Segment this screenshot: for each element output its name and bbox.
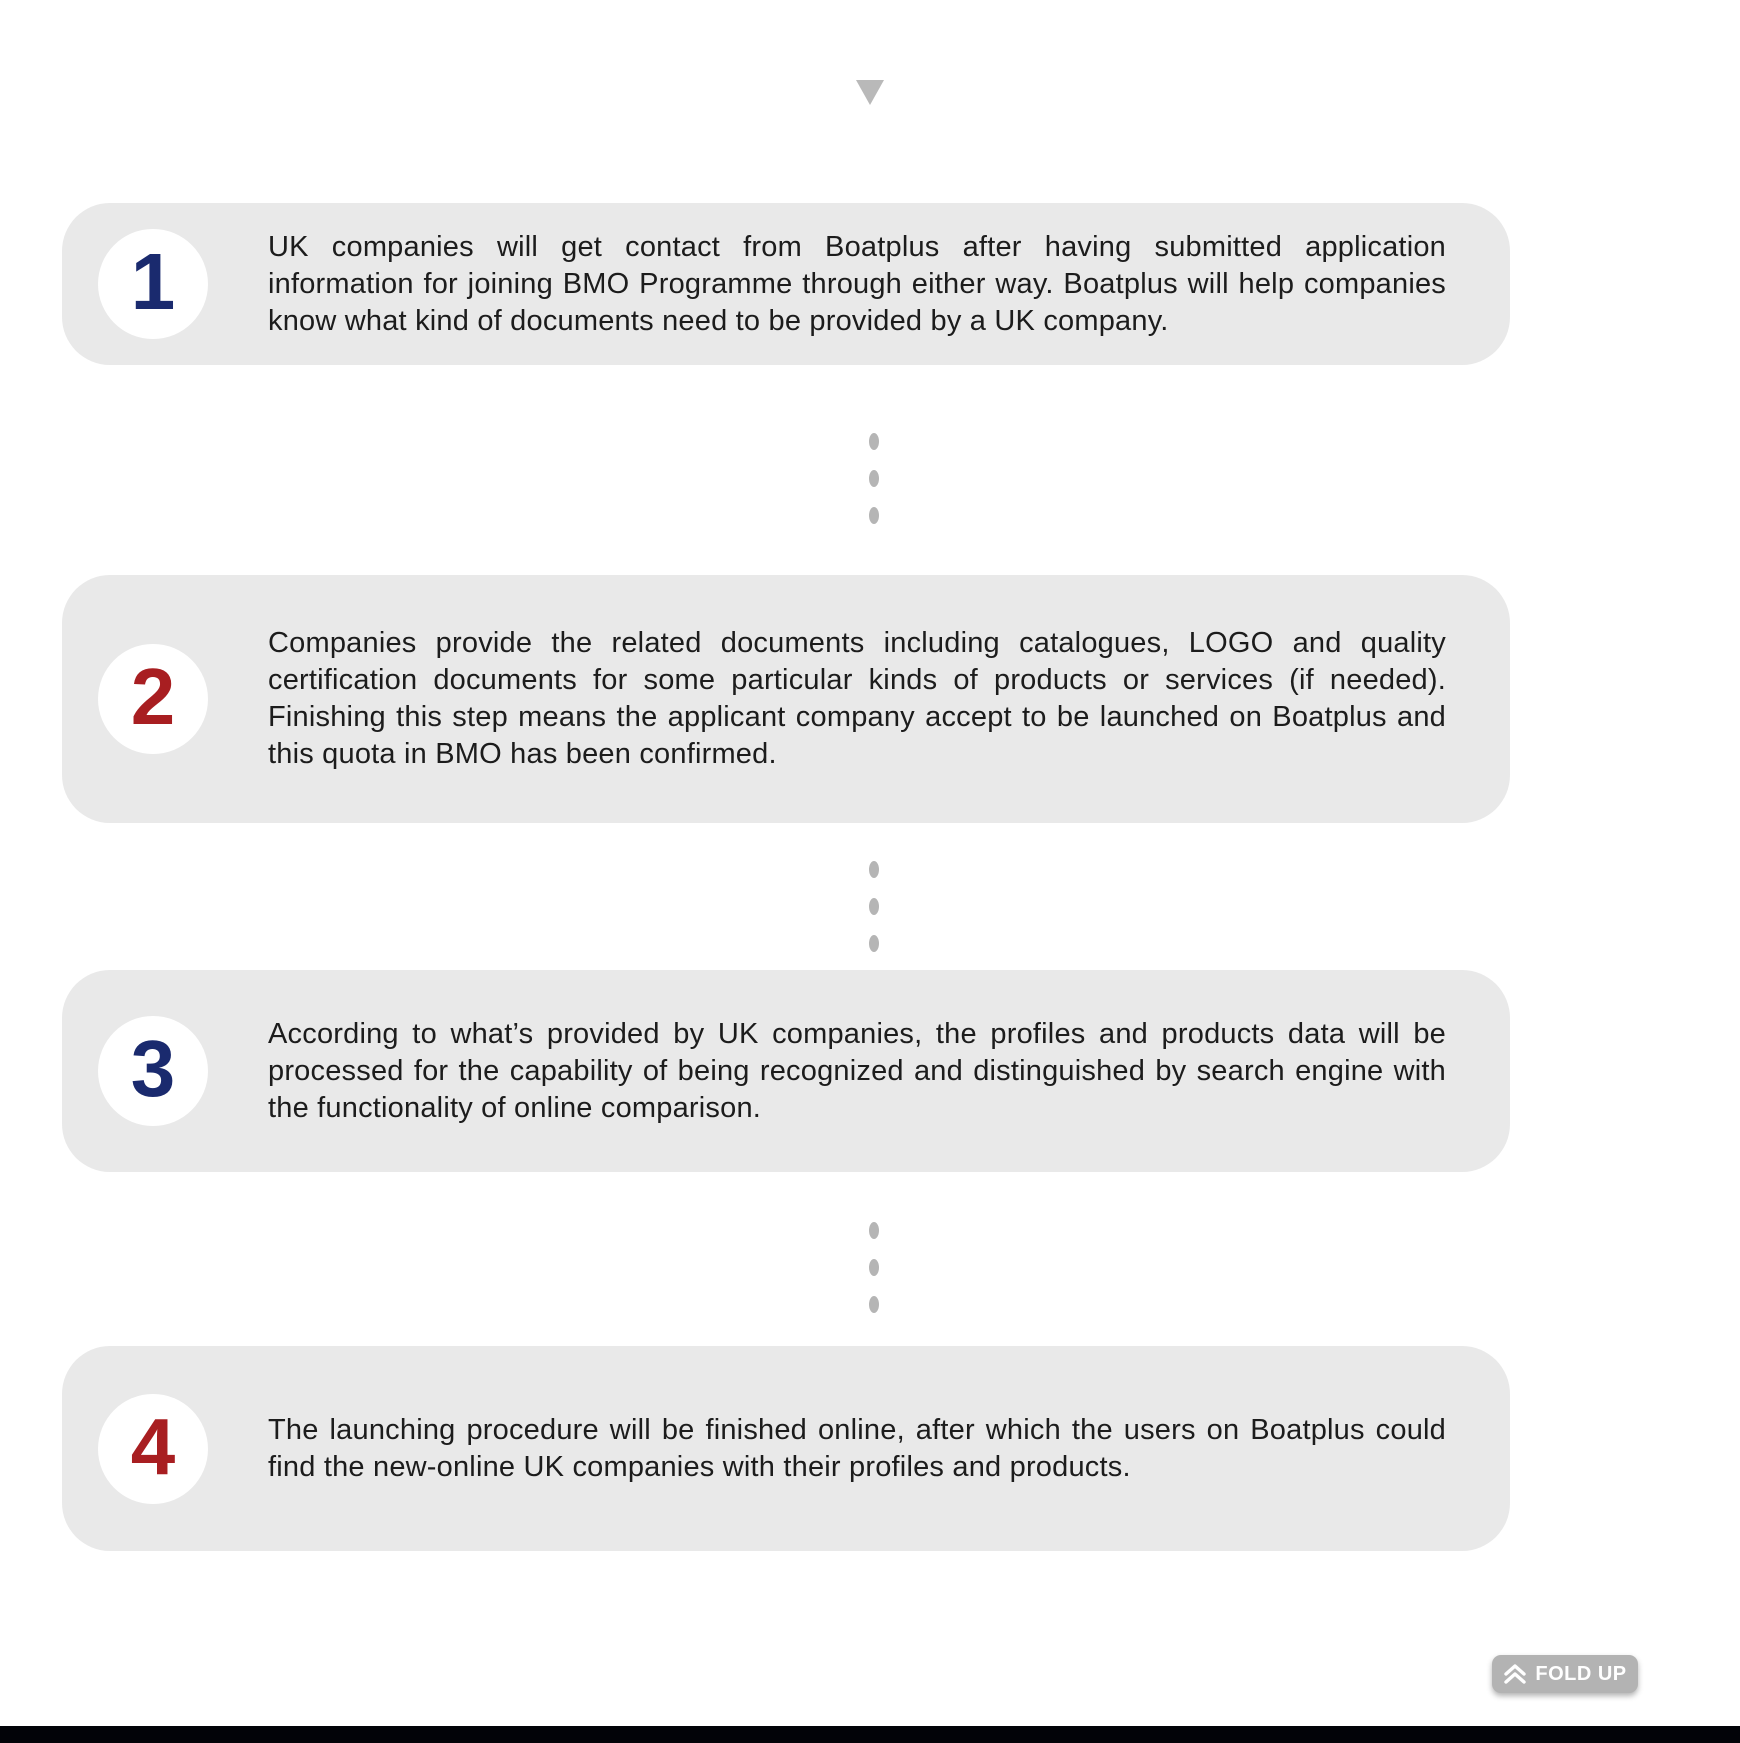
step-card-2: [62, 575, 1510, 823]
step-number-badge-3: [98, 1016, 208, 1126]
down-arrow-icon: [856, 80, 884, 105]
connector-dot: [869, 1296, 879, 1313]
connector-dot: [869, 898, 879, 915]
step-card-1: [62, 203, 1510, 365]
step-card-3: [62, 970, 1510, 1172]
fold-up-button[interactable]: [1492, 1655, 1638, 1693]
step-description-2: Companies provide the related documents including catalogues, LOGO and quality certification documents for some particular kinds of products or services (if needed). Finishing this step means the applicant company accept to be launched on Boatplus and this quota in BMO has been confirmed.: [268, 627, 1446, 770]
connector-dot: [869, 935, 879, 952]
bottom-bar: [0, 1726, 1740, 1743]
step-description-3: According to what’s provided by UK companies, the profiles and products data will be processed for the capability of being recognized and distinguished by search engine with the functionality of online comparison.: [268, 1017, 1446, 1124]
connector-dot: [869, 507, 879, 524]
step-number-badge-1: [98, 229, 208, 339]
step-number-badge-4: [98, 1394, 208, 1504]
step-number-3: 3: [130, 1024, 176, 1113]
connector-dot: [869, 470, 879, 487]
connector-dot: [869, 861, 879, 878]
step-number-badge-2: [98, 644, 208, 754]
fold-up-label: FOLD UP: [1535, 1662, 1627, 1685]
connector-dot: [869, 1259, 879, 1276]
step-description-4: The launching procedure will be finished online, after which the users on Boatplus could find the new-online UK companies with their profiles and products.: [268, 1413, 1446, 1483]
double-chevron-up-icon: [1503, 1663, 1527, 1685]
connector-dot: [869, 1222, 879, 1239]
step-card-4: [62, 1346, 1510, 1551]
step-number-4: 4: [130, 1401, 176, 1491]
connector-dot: [869, 433, 879, 450]
step-description-1: UK companies will get contact from Boatplus after having submitted application information for joining BMO Programme through either way. Boatplus will help companies know what kind of documents need to be provided by a UK company.: [268, 230, 1446, 337]
step-number-2: 2: [130, 652, 176, 741]
step-number-1: 1: [130, 237, 176, 326]
